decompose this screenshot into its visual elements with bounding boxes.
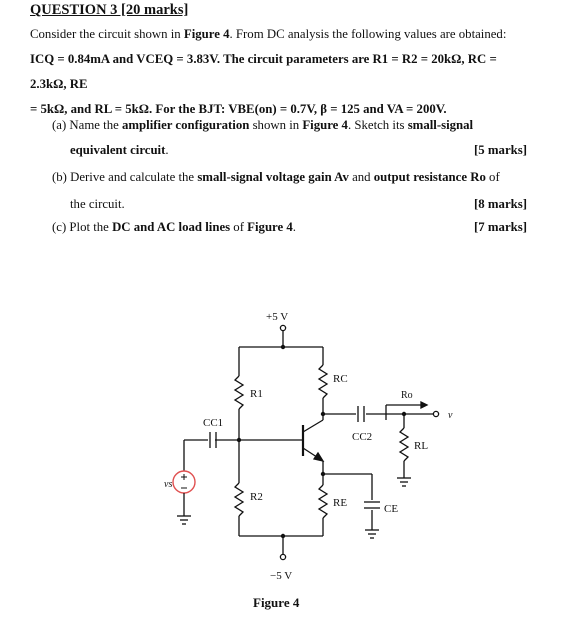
part-a-prefix: (a) Name the xyxy=(52,118,122,132)
ce-capacitor xyxy=(364,502,380,508)
part-b-end-1: of xyxy=(485,170,500,184)
part-c-marks: [7 marks] xyxy=(474,220,527,234)
part-a-end: . xyxy=(165,143,169,157)
source-ground-icon xyxy=(177,516,191,524)
vee-label: −5 V xyxy=(270,570,293,582)
cc2-capacitor xyxy=(358,406,364,422)
rl-label: RL xyxy=(414,440,429,452)
vs-label: vs xyxy=(164,479,173,490)
junction-dots xyxy=(237,345,406,538)
r1-label: R1 xyxy=(250,388,263,400)
cc2-label: CC2 xyxy=(352,431,373,443)
part-a-bold-3: small-signal xyxy=(407,118,474,132)
re-label: RE xyxy=(333,497,348,509)
rc-resistor xyxy=(319,365,327,398)
intro-text-1: Consider the circuit shown in xyxy=(30,27,184,41)
part-b-bold-1: small-signal voltage gain Av xyxy=(197,170,349,184)
part-a-mid-1: shown in xyxy=(249,118,303,132)
part-b-marks: [8 marks] xyxy=(474,197,527,211)
rl-ground-icon xyxy=(397,478,411,486)
vcc-label: +5 V xyxy=(266,311,289,323)
r2-resistor xyxy=(235,483,243,516)
part-c-bold-2: Figure 4 xyxy=(247,220,293,234)
ro-label: Ro xyxy=(401,390,413,401)
re-resistor xyxy=(319,485,327,518)
intro-parameters-2: = 5kΩ, and RL = 5kΩ. For the BJT: VBE(on) = 0.7V, β = 125 and VA = 200V. xyxy=(30,102,447,116)
part-a-bold-4: equivalent circuit xyxy=(70,143,166,157)
intro-parameters-1: ICQ = 0.84mA and VCEQ = 3.83V. The circuit parameters are R1 = R2 = 20kΩ, RC = 2.3kΩ, RE xyxy=(30,52,497,91)
part-c-end-1: . xyxy=(292,220,296,234)
r2-label: R2 xyxy=(250,491,263,503)
intro-figure-ref: Figure 4 xyxy=(183,27,230,41)
intro-text-2: . From DC analysis the following values are obtained: xyxy=(229,27,507,41)
part-c-prefix: (c) Plot the xyxy=(52,220,113,234)
bjt-transistor xyxy=(303,420,323,461)
part-b-prefix: (b) Derive and calculate the xyxy=(52,170,198,184)
vee-terminal xyxy=(280,536,285,560)
ce-label: CE xyxy=(384,503,399,515)
part-b-mid-1: and xyxy=(348,170,374,184)
output-terminal xyxy=(433,411,438,416)
question-heading: QUESTION 3 [20 marks] xyxy=(30,2,189,18)
vo-label: v xyxy=(448,410,453,421)
part-a-bold-2: Figure 4 xyxy=(302,118,348,132)
part-a-marks: [5 marks] xyxy=(474,143,527,157)
part-a-mid-2: . Sketch its xyxy=(347,118,408,132)
rc-label: RC xyxy=(333,373,348,385)
ce-ground-icon xyxy=(365,530,379,538)
part-c-mid-1: of xyxy=(230,220,248,234)
figure-caption: Figure 4 xyxy=(253,595,300,610)
vcc-terminal xyxy=(280,325,285,347)
signal-source-icon xyxy=(173,471,195,493)
ro-arrow xyxy=(386,402,427,420)
rl-resistor xyxy=(400,428,408,461)
cc1-label: CC1 xyxy=(203,417,224,429)
part-b-line-2: the circuit. xyxy=(70,197,125,211)
part-a-bold-1: amplifier configuration xyxy=(122,118,250,132)
part-c-bold-1: DC and AC load lines xyxy=(112,220,231,234)
r1-resistor xyxy=(235,376,243,409)
part-b-bold-2: output resistance Ro xyxy=(373,170,486,184)
